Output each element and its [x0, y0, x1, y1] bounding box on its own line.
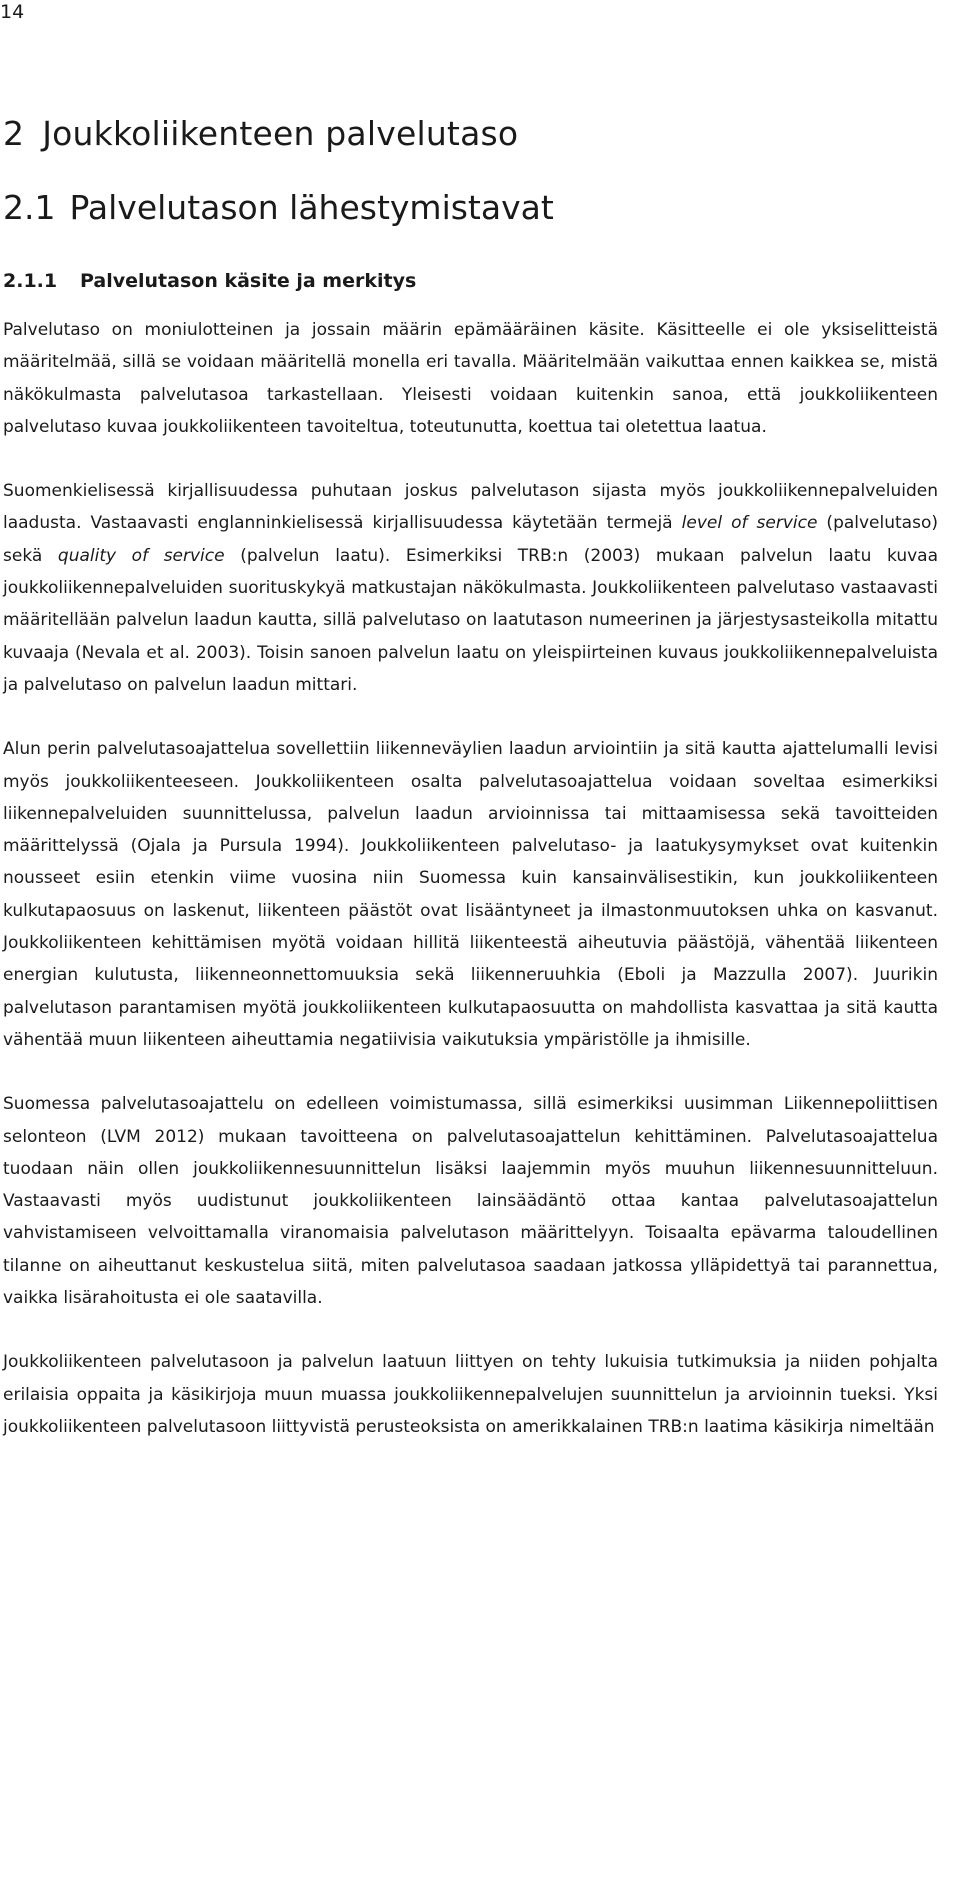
term-quality-of-service: quality of service: [57, 545, 225, 566]
section-title: Palvelutason lähestymistavat: [69, 188, 554, 227]
paragraph-2-text-c: (palvelun laatu). Esimerkiksi TRB:n (2003) mukaan palvelun laatu kuvaa joukkoliikennepalveluiden suorituskykyä matkustajan näkökulmasta. Joukkoliikenteen palvelutaso vastaavasti määritellään palvelun laadun kautta, sillä palvelutaso on laatutason numeerinen ja järjestysasteikolla mitattu kuvaaja (Nevala et al. 2003). Toisin sanoen palvelun laatu on yleispiirteinen kuvaus joukkoliikennepalveluista ja palvelutaso on palvelun laadun mittari.: [3, 545, 938, 695]
paragraph-2: [3, 475, 938, 701]
paragraph-1: Palvelutaso on moniulotteinen ja jossain määrin epämääräinen käsite. Käsitteelle ei ole yksiselitteistä määritelmää, sillä se voidaan määritellä monella eri tavalla. Määritelmään vaikuttaa ennen kaikkea se, mistä näkökulmasta palvelutasoa tarkastellaan. Yleisesti voidaan kuitenkin sanoa, että joukkoliikenteen palvelutaso kuvaa joukkoliikenteen tavoiteltua, toteutunutta, koettua tai oletettua laatua.: [3, 320, 938, 437]
section-heading: [3, 186, 938, 230]
subsection-number: 2.1.1: [3, 270, 58, 292]
chapter-heading: [3, 112, 938, 156]
paragraph-5: Joukkoliikenteen palvelutasoon ja palvelun laatuun liittyen on tehty lukuisia tutkimuksia ja niiden pohjalta erilaisia oppaita ja käsikirjoja muun muassa joukkoliikennepalvelujen suunnittelun ja arvioinnin tueksi. Yksi joukkoliikenteen palvelutasoon liittyvistä perusteoksista on amerikkalainen TRB:n laatima käsikirja nimeltään: [3, 1352, 938, 1437]
paragraph-2-text-b: (palvelutaso) sekä: [3, 513, 938, 566]
subsection-heading: [3, 266, 938, 296]
subsection-title: Palvelutason käsite ja merkitys: [80, 270, 417, 292]
section-number: 2.1: [3, 188, 56, 227]
paragraph-2-text-a: Suomenkielisessä kirjallisuudessa puhutaan joskus palvelutason sijasta myös joukkoliikennepalveluiden laadusta. Vastaavasti englanninkielisessä kirjallisuudessa käytetään termejä: [3, 481, 938, 534]
chapter-number: 2: [3, 114, 25, 153]
paragraph-4: Suomessa palvelutasoajattelu on edelleen voimistumassa, sillä esimerkiksi uusimman Liikennepoliittisen selonteon (LVM 2012) mukaan tavoitteena on palvelutasoajattelun kehittäminen. Palvelutasoajattelua tuodaan näin ollen joukkoliikennesuunnittelun lisäksi laajemmin myös muuhun liikennesuunnitteluun. Vastaavasti myös uudistunut joukkoliikenteen lainsäädäntö ottaa kantaa palvelutasoajattelun vahvistamiseen velvoittamalla viranomaisia palvelutason määrittelyyn. Toisaalta epävarma taloudellinen tilanne on aiheuttanut keskustelua siitä, miten palvelutasoa saadaan jatkossa ylläpidettyä tai parannettua, vaikka lisärahoitusta ei ole saatavilla.: [3, 1094, 938, 1309]
document-body: [3, 112, 938, 1443]
paragraph-3: Alun perin palvelutasoajattelua sovellettiin liikenneväylien laadun arviointiin ja sitä kautta ajattelumalli levisi myös joukkoliikenteeseen. Joukkoliikenteen osalta palvelutasoajattelua voidaan soveltaa esimerkiksi liikennepalveluiden suunnittelussa, palvelun laadun arvioinnissa tai mittaamisessa sekä tavoitteiden määrittelyssä (Ojala ja Pursula 1994). Joukkoliikenteen palvelutaso- ja laatukysymykset ovat kuitenkin nousseet esiin etenkin viime vuosina niin Suomessa kuin kansainvälisestikin, kun joukkoliikenteen kulkutapaosuus on laskenut, liikenteen päästöt ovat lisääntyneet ja ilmastonmuutoksen uhka on kasvanut. Joukkoliikenteen kehittämisen myötä voidaan hillitä liikenteestä aiheutuvia päästöjä, vähentää liikenteen energian kulutusta, liikenneonnettomuuksia sekä liikenneruuhkia (Eboli ja Mazzulla 2007). Juurikin palvelutason parantamisen myötä joukkoliikenteen kulkutapaosuutta on mahdollista kasvattaa ja sitä kautta vähentää muun liikenteen aiheuttamia negatiivisia vaikutuksia ympäristölle ja ihmisille.: [3, 739, 938, 1050]
chapter-title: Joukkoliikenteen palvelutaso: [42, 114, 519, 153]
term-level-of-service: level of service: [681, 513, 818, 534]
page-number: 14: [0, 1, 25, 23]
